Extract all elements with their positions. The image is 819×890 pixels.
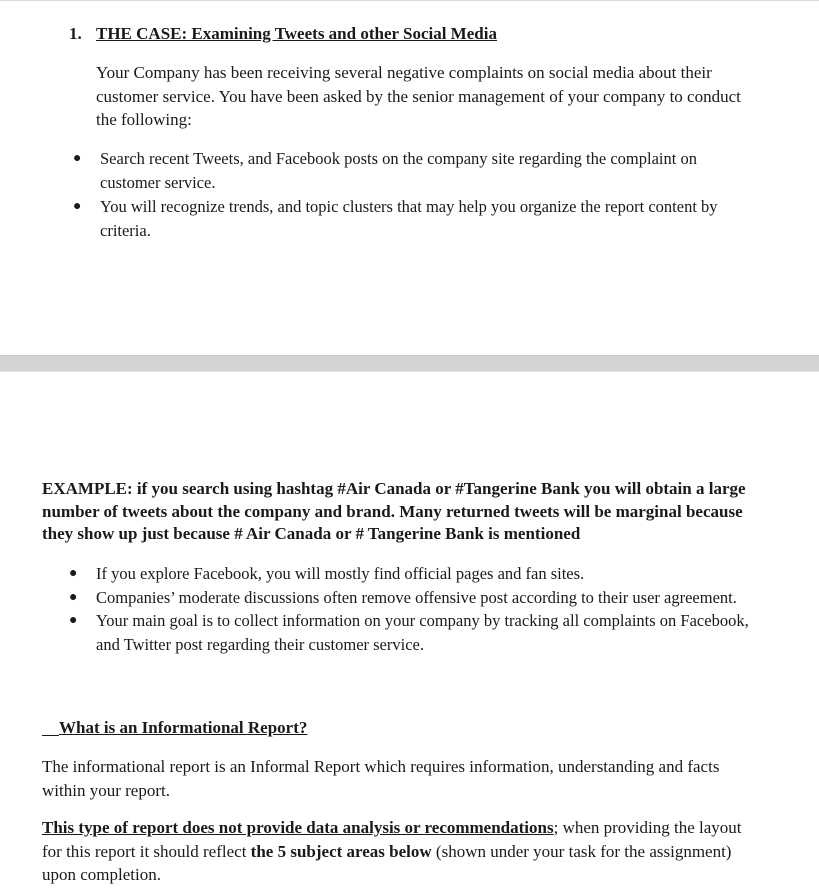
paragraph-text: ; when providing the layout for this report it should reflect: [42, 818, 742, 861]
example-paragraph: EXAMPLE: if you search using hashtag #Air Canada or #Tangerine Bank you will obtain a large number of tweets about the company and brand. Many returned tweets will be marginal because they show up just because # Air Canada or # Tangerine Bank is mentioned: [42, 479, 746, 543]
bullet-icon: ●: [73, 151, 82, 166]
list-item: [69, 586, 756, 610]
heading-underline-lead: [42, 718, 59, 736]
bullet-text: If you explore Facebook, you will mostly find official pages and fan sites.: [96, 564, 585, 583]
section-title: THE CASE: Examining Tweets and other Social Media: [96, 24, 497, 43]
bullet-icon: ●: [69, 566, 78, 581]
informational-paragraph-2: [42, 816, 762, 887]
section-heading: [69, 24, 497, 44]
list-item: [69, 609, 756, 656]
bullet-text: Companies’ moderate discussions often remove offensive post according to their user agreement.: [96, 587, 737, 607]
informational-report-title: What is an Informational Report?: [59, 718, 308, 737]
list-item: [69, 562, 756, 586]
emphasis-underlined: This type of report does not provide data analysis or recommendations: [42, 818, 554, 837]
paragraph-text-end: (shown under your task for the assignment) upon completion.: [42, 841, 732, 884]
list-item: [73, 147, 750, 194]
bullet-icon: ●: [69, 589, 78, 605]
bullet-icon: ●: [69, 613, 78, 628]
bullet-icon: ●: [73, 199, 82, 214]
intro-paragraph: Your Company has been receiving several negative complaints on social media about their customer service. You have been asked by the senior management of your company to conduct the following:: [96, 63, 741, 129]
case-bullet-list: [73, 147, 750, 242]
page-break-separator: [0, 355, 819, 372]
bullet-text: Search recent Tweets, and Facebook posts on the company site regarding the complaint on customer service.: [100, 149, 697, 192]
section-number: 1.: [69, 24, 82, 43]
list-item: [73, 195, 750, 242]
example-bullet-list: [69, 562, 756, 656]
emphasis-bold: the 5 subject areas below: [250, 841, 432, 861]
bullet-text: Your main goal is to collect information on your company by tracking all complaints on Facebook, and Twitter post regarding their customer service.: [96, 611, 749, 654]
informational-paragraph-1: The informational report is an Informal Report which requires information, understanding and facts within your report.: [42, 757, 720, 800]
informational-report-heading: [42, 718, 307, 738]
bullet-text: You will recognize trends, and topic clusters that may help you organize the report content by criteria.: [100, 197, 718, 240]
